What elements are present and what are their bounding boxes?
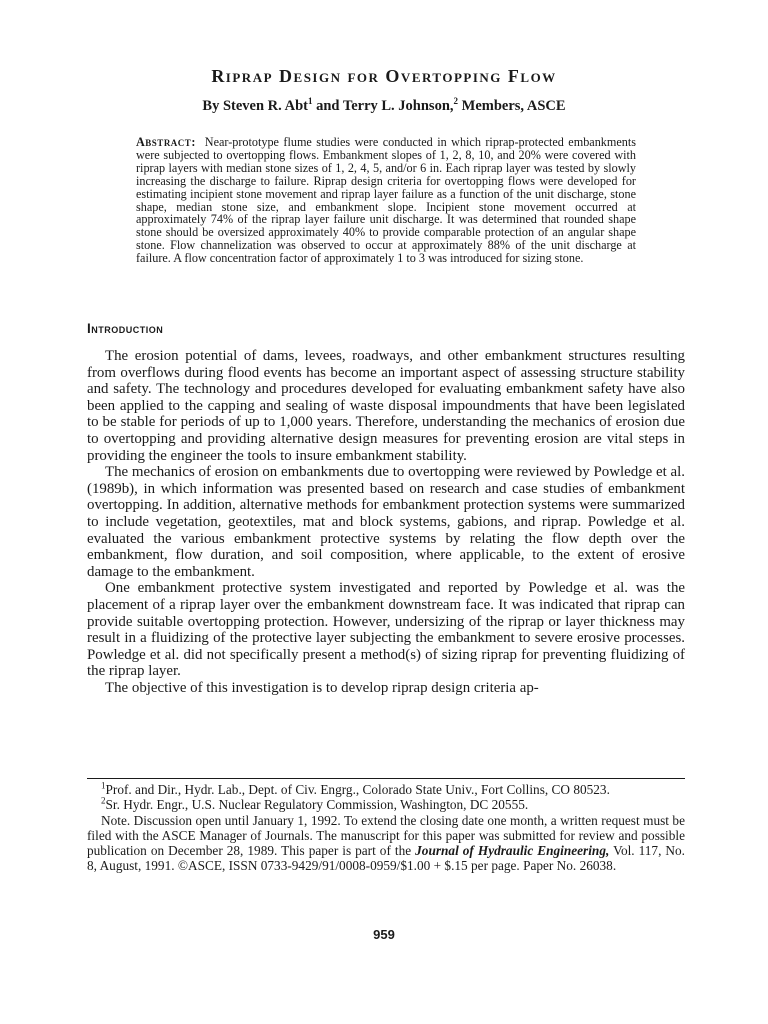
author-affiliation: Members, ASCE xyxy=(461,98,566,114)
paragraph: One embankment protective system investigated and reported by Powledge et al. was the placement of a riprap layer over the embankment downstream face. It was indicated that riprap can provide suitable overtopping protection. However, undersizing of the riprap or layer thickness may result in a fluidizing of the protective layer subjecting the embankment to severe erosive processes. Powledge et al. did not specifically present a method(s) of sizing riprap for preventing fluidizing of the riprap layer. xyxy=(87,580,685,680)
author-1: Steven R. Abt xyxy=(222,98,308,114)
introduction-body xyxy=(87,348,685,696)
note-text-a: Note. Discussion open until January 1, 1992. To extend the closing date one month, a written request must be filed with the ASCE Manager of Journals. The manuscript for this paper was submitted for review and possible publication on December 28, 1989. This paper is part of the xyxy=(87,812,685,859)
journal-name: Journal of Hydraulic Engineering, xyxy=(415,843,610,859)
abstract-text: Near-prototype flume studies were conducted in which riprap-protected embankments were subjected to overtopping flows. Embankment slopes of 1, 2, 8, 10, and 20% were covered with riprap layers with median stone sizes of 1, 2, 4, 5, and/or 6 in. Each riprap layer was tested by slowly increasing the discharge to failure. Riprap design criteria for overtopping flows were developed for estimating incipient stone movement and riprap layer failure as a function of the unit discharge, stone shape, median stone size, and embankment slope. Incipient stone movement occurred at approximately 74% of the riprap layer failure unit discharge. It was determined that rounded shape stone should be oversized approximately 40% to provide comparable protection of an angular shape stone. Flow channelization was observed to occur at approximately 88% of the unit discharge at failure. A flow concentration factor of approximately 1 to 3 was introduced for sizing stone. xyxy=(136,135,637,266)
footnote-2-text: Sr. Hydr. Engr., U.S. Nuclear Regulatory Commission, Washington, DC 20555. xyxy=(105,797,529,813)
footnote-1-mark: 1 xyxy=(101,780,106,791)
footnote-divider xyxy=(87,778,685,779)
author-1-footnote-mark: 1 xyxy=(307,96,313,107)
by-label: By xyxy=(202,98,220,114)
and-label: and xyxy=(316,98,340,114)
author-2: Terry L. Johnson, xyxy=(342,98,454,114)
footnote-2-mark: 2 xyxy=(101,795,106,806)
author-line xyxy=(0,98,768,115)
footnote-1-text: Prof. and Dir., Hydr. Lab., Dept. of Civ. Engrg., Colorado State Univ., Fort Collins, CO 80523. xyxy=(105,782,610,797)
paragraph: The objective of this investigation is to develop riprap design criteria ap- xyxy=(105,679,539,696)
paragraph: The mechanics of erosion on embankments due to overtopping were reviewed by Powledge et al. (1989b), in which information was presented based on research and case studies of embankment overtopping. In addition, alternative methods for embankment protection systems were summarized to include vegetation, geotextiles, mat and block systems, gabions, and riprap. Powledge et al. evaluated the various embankment protective systems by relating the flow depth over the embankment, flow duration, and soil composition, where applicable, to the extent of erosive damage to the embankment. xyxy=(87,464,685,580)
introduction-heading: Introduction xyxy=(87,321,164,336)
footnote-2 xyxy=(87,797,685,812)
page-number: 959 xyxy=(373,927,395,942)
note-text-b: Vol. 117, No. 8, August, 1991. ©ASCE, ISSN 0733-9429/91/0008-0959/$1.00 + $.15 per page. Paper No. 26038. xyxy=(87,843,685,874)
abstract xyxy=(136,136,636,265)
paper-title: Riprap Design for Overtopping Flow xyxy=(211,66,557,86)
discussion-note xyxy=(87,813,685,874)
paragraph: The erosion potential of dams, levees, roadways, and other embankment structures resulting from overflows during flood events has become an important aspect of assessing structure stability and safety. The technology and procedures developed for evaluating embankment safety have also been applied to the capping and sealing of waste disposal impoundments that have been legislated to be stable for periods of up to 1,000 years. Therefore, understanding the mechanics of erosion due to overtopping and providing alternative design measures for preventing erosion are vital steps in providing the engineer the tools to insure embankment stability. xyxy=(87,348,685,464)
author-2-footnote-mark: 2 xyxy=(453,96,459,107)
footnote-1 xyxy=(87,782,685,797)
abstract-label: Abstract: xyxy=(136,135,196,149)
footnotes xyxy=(87,782,685,874)
